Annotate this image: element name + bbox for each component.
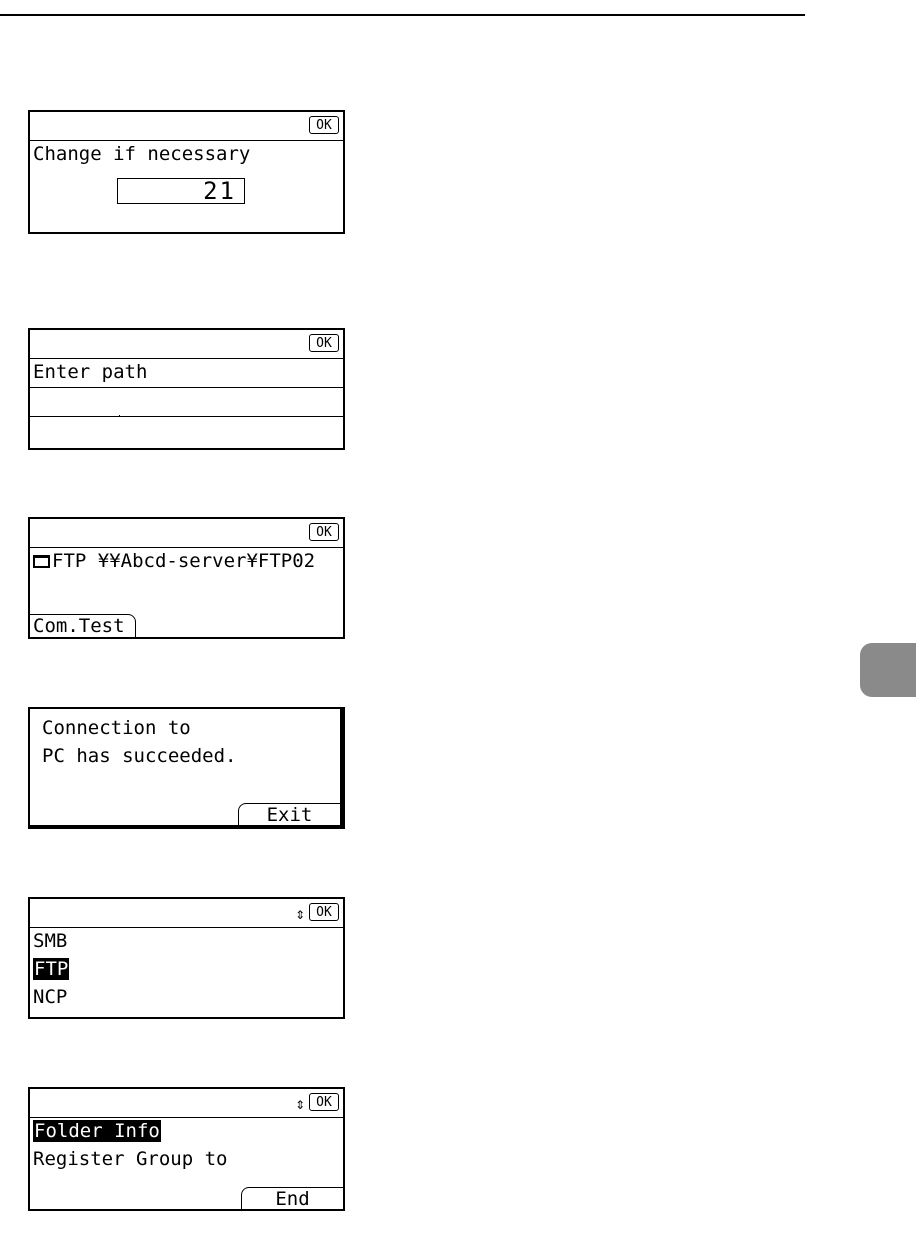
folder-icon: [33, 555, 50, 568]
header: [30, 112, 343, 141]
prompt: Change if necessary: [33, 143, 251, 165]
menu-item-folder-info[interactable]: [30, 1118, 343, 1146]
menu-item-register-group[interactable]: [30, 1146, 343, 1174]
com-test-button[interactable]: Com.Test: [30, 614, 136, 637]
menu-item-label: Register Group to: [33, 1148, 228, 1170]
port-number-input[interactable]: 21: [117, 178, 245, 204]
ok-button[interactable]: OK: [309, 1093, 339, 1111]
header: [30, 519, 343, 548]
exit-button[interactable]: Exit: [238, 803, 340, 825]
select-protocol-screen: [28, 897, 345, 1019]
ok-button[interactable]: OK: [309, 903, 339, 921]
ok-button[interactable]: OK: [309, 523, 339, 541]
chapter-tab: [860, 643, 916, 697]
ok-button[interactable]: OK: [309, 116, 339, 134]
protocol-option-ncp[interactable]: [30, 984, 343, 1012]
protocol-option-ftp[interactable]: [30, 956, 343, 984]
message-line-2: PC has succeeded.: [42, 745, 237, 767]
ok-button[interactable]: OK: [309, 334, 339, 352]
protocol-option-smb[interactable]: [30, 928, 343, 956]
up-down-icon: ⇕: [295, 1094, 305, 1113]
confirm-destination-screen: [28, 517, 345, 639]
connection-result-screen: [28, 707, 345, 829]
header: [30, 899, 343, 928]
end-button[interactable]: End: [241, 1187, 343, 1209]
header: [30, 330, 343, 359]
destination-row: [30, 548, 343, 576]
dest-settings-screen: [28, 1087, 345, 1211]
destination-text: FTP ¥¥Abcd-server¥FTP02: [52, 550, 316, 572]
port-number-screen: [28, 110, 345, 234]
header: [30, 1089, 343, 1118]
up-down-icon: ⇕: [295, 904, 305, 923]
option-label-selected: FTP: [34, 958, 69, 980]
top-rule: [0, 14, 805, 16]
message-line-1: Connection to: [42, 717, 191, 739]
option-label: NCP: [33, 986, 68, 1008]
menu-item-label-selected: Folder Info: [34, 1120, 160, 1142]
prompt: Enter path: [30, 359, 343, 388]
option-label: SMB: [33, 930, 68, 952]
path-screen: [28, 328, 345, 450]
path-input-row[interactable]: [30, 388, 343, 417]
empty-row: [30, 417, 343, 445]
